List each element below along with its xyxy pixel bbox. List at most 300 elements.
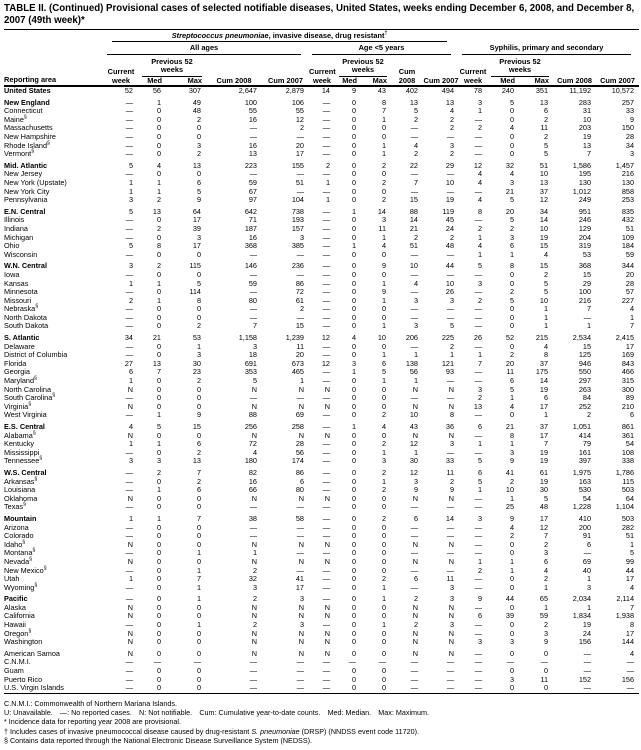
value-cell: —	[322, 594, 330, 604]
value-cell: 0	[196, 401, 201, 411]
value-cell: 0	[381, 637, 386, 647]
value-cell: 297	[578, 376, 592, 386]
value-cell: 0	[509, 666, 515, 676]
value-cell: 307	[188, 86, 201, 96]
value-cell: —	[474, 186, 483, 196]
value-cell: 6	[477, 611, 483, 621]
value-cell: 2	[509, 531, 515, 541]
value-cell: 1	[477, 106, 483, 116]
value-cell: 175	[535, 367, 549, 377]
value-cell: 0	[351, 269, 356, 279]
value-cell: —	[322, 620, 330, 630]
value-cell: 138	[405, 358, 418, 368]
value-cell: 11	[540, 123, 549, 133]
footnote-line: C.N.M.I.: Commonwealth of Northern Mariana Islands.	[4, 698, 177, 708]
value-cell: 1	[196, 582, 201, 592]
value-cell: 3	[629, 149, 635, 159]
value-cell: 12	[539, 195, 549, 205]
value-cell: 17	[192, 215, 201, 225]
value-cell: 0	[196, 539, 201, 549]
value-cell: 2	[509, 223, 515, 233]
value-cell: —	[583, 683, 592, 693]
value-cell: 169	[621, 350, 635, 360]
value-cell: —	[410, 341, 418, 351]
value-cell: 5	[543, 149, 549, 159]
value-cell: 115	[622, 476, 635, 486]
value-cell: —	[125, 123, 133, 133]
subgroup-header-syphilis-cell	[459, 42, 639, 54]
value-cell: N	[127, 602, 133, 612]
value-cell: —	[322, 261, 330, 271]
value-cell: N	[298, 493, 304, 503]
value-cell: 0	[156, 556, 161, 566]
value-cell: —	[446, 393, 455, 403]
value-cell: 0	[156, 269, 161, 279]
value-cell: 2	[128, 295, 133, 305]
value-cell: 9	[629, 114, 635, 124]
table-row	[4, 638, 639, 647]
value-cell: 402	[405, 86, 418, 96]
area-cell: Rhode Island§	[4, 140, 50, 150]
value-cell: 15	[539, 261, 549, 271]
value-cell: N	[298, 556, 304, 566]
value-cell: 1	[543, 582, 549, 592]
value-cell: 21	[505, 186, 515, 196]
value-cell: 25	[505, 502, 515, 512]
value-cell: —	[249, 287, 257, 297]
area-cell: Arizona	[4, 522, 29, 532]
value-cell: 2	[413, 594, 418, 604]
value-cell: 0	[351, 312, 356, 322]
value-cell: —	[474, 683, 483, 693]
value-cell: 6	[543, 556, 549, 566]
value-cell: 1	[156, 177, 161, 187]
value-cell: 65	[539, 594, 549, 604]
value-cell: —	[583, 312, 592, 322]
value-cell: 3	[299, 594, 304, 604]
value-cell: 494	[441, 86, 455, 96]
value-cell: —	[474, 140, 483, 150]
value-cell: 0	[381, 666, 386, 676]
area-cell: Oklahoma	[4, 493, 38, 503]
value-cell: 1	[381, 447, 386, 457]
value-cell: 256	[244, 422, 257, 431]
value-cell: 18	[248, 350, 257, 360]
area-cell: Kansas	[4, 278, 29, 288]
value-cell: 39	[192, 223, 201, 233]
value-cell: —	[410, 304, 418, 314]
value-cell: 0	[156, 401, 161, 411]
value-cell: 2	[543, 132, 549, 141]
value-cell: —	[446, 304, 455, 314]
value-cell: 86	[295, 467, 304, 477]
value-cell: —	[446, 674, 455, 684]
value-cell: 187	[244, 223, 257, 233]
value-cell: N	[298, 430, 304, 440]
value-cell: 206	[405, 333, 418, 343]
value-cell: 2	[381, 195, 386, 205]
value-cell: 6	[196, 177, 201, 187]
table-row	[4, 684, 639, 693]
value-cell: 2	[413, 149, 418, 159]
area-cell: Hawaii	[4, 620, 26, 630]
area-cell: New York City	[4, 186, 50, 196]
value-cell: N	[324, 602, 330, 612]
value-cell: 59	[248, 177, 257, 187]
value-cell: 1,786	[615, 467, 635, 477]
area-cell: E.S. Central	[4, 422, 45, 431]
value-cell: 5	[128, 160, 133, 170]
section-footnote-mark: §	[34, 476, 38, 483]
value-cell: 12	[321, 358, 330, 368]
value-cell: 951	[578, 206, 592, 216]
value-cell: 0	[351, 648, 356, 658]
value-cell: 156	[621, 674, 635, 684]
value-cell: N	[251, 648, 257, 658]
value-cell: 1,239	[285, 333, 304, 343]
value-cell: 1	[413, 376, 418, 386]
empty-header-cell	[459, 30, 639, 43]
value-cell: 15	[295, 321, 304, 331]
value-cell: N	[412, 539, 418, 549]
value-cell: 11	[378, 223, 386, 233]
value-cell: 0	[351, 602, 356, 612]
value-cell: —	[322, 367, 330, 377]
value-cell: 91	[582, 531, 592, 541]
value-cell: 0	[509, 269, 515, 279]
value-cell: —	[410, 123, 418, 133]
subgroup-header-all-ages-cell	[104, 42, 309, 54]
value-cell: 48	[539, 502, 549, 512]
value-cell: 1	[477, 232, 483, 242]
area-cell: American Samoa	[4, 648, 60, 658]
value-cell: N	[324, 628, 330, 638]
value-cell: N	[127, 430, 133, 440]
subgroup-header-age-under5-cell	[309, 42, 459, 54]
value-cell: —	[626, 666, 635, 676]
value-cell: N	[448, 539, 455, 549]
value-cell: 1,938	[615, 611, 635, 621]
value-cell: —	[322, 513, 330, 523]
value-cell: 1	[196, 341, 201, 351]
value-cell: 152	[578, 674, 592, 684]
col-header-cum-2007: Cum 2007	[423, 55, 459, 86]
value-cell: 503	[621, 513, 635, 523]
value-cell: N	[298, 637, 304, 647]
value-cell: 109	[621, 232, 635, 242]
value-cell: —	[474, 341, 483, 351]
value-cell: 5	[156, 422, 161, 431]
value-cell: 6	[586, 539, 592, 549]
area-cell: Illinois	[4, 215, 25, 225]
value-cell: 2	[252, 565, 257, 575]
value-cell: —	[322, 278, 330, 288]
value-cell: —	[125, 620, 133, 630]
value-cell: 8	[156, 241, 161, 251]
value-cell: 1	[351, 367, 356, 377]
value-cell: 200	[578, 522, 592, 532]
subgroup-header-syphilis: Syphilis, primary and secondary	[462, 42, 631, 54]
value-cell: 5	[196, 278, 201, 288]
value-cell: —	[410, 186, 418, 196]
value-cell: 0	[156, 493, 161, 503]
value-cell: 0	[156, 522, 161, 532]
value-cell: 0	[351, 186, 356, 196]
area-cell: C.N.M.I.	[4, 657, 31, 667]
value-cell: N	[251, 430, 257, 440]
value-cell: 3	[128, 456, 133, 466]
value-cell: 4	[477, 169, 483, 179]
area-cell: Wyoming§	[4, 582, 38, 592]
value-cell: 93	[445, 367, 455, 377]
reporting-area-header: Reporting area	[4, 30, 104, 87]
value-cell: —	[474, 493, 483, 503]
value-cell: —	[296, 169, 304, 179]
value-cell: 9	[543, 637, 549, 647]
value-cell: —	[125, 522, 133, 532]
value-cell: N	[412, 401, 418, 411]
value-cell: —	[125, 683, 133, 693]
value-cell: —	[410, 674, 418, 684]
value-cell: 3	[252, 341, 257, 351]
value-cell: 0	[509, 628, 515, 638]
area-cell: Connecticut	[4, 106, 43, 116]
value-cell: 2	[477, 123, 483, 133]
value-cell: —	[125, 447, 133, 457]
value-cell: —	[322, 410, 330, 420]
value-cell: 0	[351, 160, 356, 170]
value-cell: —	[348, 657, 356, 667]
value-cell: 13	[192, 160, 201, 170]
section-footnote-mark: §	[34, 582, 38, 589]
value-cell: 0	[156, 304, 161, 314]
area-cell: West Virginia	[4, 410, 47, 420]
area-cell: Oregon§	[4, 628, 32, 638]
value-cell: —	[296, 132, 304, 141]
value-cell: 10	[377, 333, 386, 343]
value-cell: 0	[156, 548, 161, 558]
value-cell: —	[474, 574, 483, 584]
value-cell: 67	[248, 186, 257, 196]
value-cell: 2	[381, 467, 386, 477]
value-cell: 246	[578, 215, 592, 225]
value-cell: 1	[477, 249, 483, 259]
value-cell: 19	[539, 476, 549, 486]
value-cell: 7	[196, 467, 201, 477]
value-cell: 1	[128, 376, 133, 386]
value-cell: 12	[295, 114, 304, 124]
value-cell: 12	[409, 439, 418, 449]
value-cell: N	[251, 602, 257, 612]
value-cell: 4	[629, 582, 635, 592]
value-cell: —	[410, 683, 418, 693]
value-cell: 0	[156, 447, 161, 457]
value-cell: 4	[543, 565, 549, 575]
footnotes	[4, 699, 639, 745]
col-header-cum-2008: Cum 2008	[206, 55, 262, 86]
value-cell: 3	[586, 582, 592, 592]
value-cell: 1	[477, 485, 483, 495]
value-cell: —	[249, 674, 257, 684]
value-cell: 0	[196, 628, 201, 638]
value-cell: 6	[381, 358, 386, 368]
area-cell: District of Columbia	[4, 350, 68, 360]
value-cell: 215	[535, 333, 549, 343]
value-cell: 3	[449, 594, 455, 604]
section-footnote-mark: §	[52, 392, 56, 399]
value-cell: 8	[543, 350, 549, 360]
value-cell: —	[474, 410, 483, 420]
value-cell: 16	[248, 232, 257, 242]
value-cell: 71	[248, 215, 257, 225]
value-cell: 2	[196, 447, 201, 457]
col-header-med: Med	[487, 77, 519, 86]
value-cell: 1,834	[572, 611, 592, 621]
value-cell: 30	[539, 485, 549, 495]
value-cell: 0	[381, 556, 386, 566]
value-cell: 19	[539, 232, 549, 242]
value-cell: 6	[413, 574, 418, 584]
value-cell: 195	[578, 169, 592, 179]
value-cell: —	[125, 97, 133, 107]
area-cell: Ohio	[4, 241, 20, 251]
area-cell: Nebraska§	[4, 303, 39, 314]
value-cell: 6	[196, 439, 201, 449]
value-cell: —	[322, 223, 330, 233]
value-cell: 2	[156, 223, 161, 233]
area-cell: New Mexico§	[4, 565, 47, 575]
value-cell: 1	[543, 410, 549, 420]
value-cell: 0	[351, 582, 356, 592]
value-cell: —	[474, 522, 483, 532]
value-cell: 30	[409, 456, 418, 466]
value-cell: —	[296, 312, 304, 322]
value-cell: 56	[295, 447, 304, 457]
value-cell: 0	[381, 430, 386, 440]
value-cell: 31	[582, 106, 592, 116]
value-cell: —	[410, 565, 418, 575]
value-cell: 0	[156, 321, 161, 331]
value-cell: N	[298, 611, 304, 621]
value-cell: 1	[252, 548, 257, 558]
value-cell: —	[125, 657, 133, 667]
value-cell: 0	[509, 278, 515, 288]
value-cell: 5	[252, 376, 257, 386]
value-cell: 69	[295, 410, 304, 420]
col-header-previous-52-weeks	[138, 55, 206, 77]
value-cell: 15	[192, 422, 201, 431]
value-cell: 0	[156, 215, 161, 225]
value-cell: 3	[413, 295, 418, 305]
value-cell: 13	[539, 177, 549, 187]
value-cell: 61	[295, 295, 304, 305]
value-cell: —	[322, 350, 330, 360]
value-cell: 72	[295, 287, 304, 297]
value-cell: 8	[509, 430, 515, 440]
value-cell: —	[322, 657, 330, 667]
value-cell: 1,104	[615, 502, 635, 512]
value-cell: 4	[128, 422, 133, 431]
value-cell: —	[125, 132, 133, 141]
section-footnote-mark: §	[28, 401, 32, 408]
value-cell: 84	[582, 393, 592, 403]
value-cell: 0	[351, 341, 356, 351]
value-cell: 12	[409, 467, 418, 477]
value-cell: —	[474, 628, 483, 638]
value-cell: 55	[248, 106, 257, 116]
value-cell: N	[412, 493, 418, 503]
value-cell: N	[298, 648, 304, 658]
area-cell: North Carolina	[4, 384, 52, 394]
value-cell: 51	[539, 160, 549, 170]
value-cell: 7	[477, 358, 483, 368]
value-cell: —	[125, 169, 133, 179]
value-cell: 121	[441, 358, 455, 368]
value-cell: 223	[244, 160, 257, 170]
value-cell: 2	[477, 223, 483, 233]
value-cell: —	[322, 674, 330, 684]
value-cell: 161	[578, 447, 592, 457]
value-cell: 1	[381, 376, 386, 386]
value-cell: —	[125, 232, 133, 242]
value-cell: N	[127, 637, 133, 647]
value-cell: 32	[248, 574, 257, 584]
value-cell: 283	[578, 97, 592, 107]
value-cell: 144	[621, 637, 635, 647]
value-cell: 2	[477, 393, 483, 403]
disease-group-header	[112, 30, 447, 42]
value-cell: 0	[156, 249, 161, 259]
value-cell: 20	[625, 269, 635, 279]
value-cell: 319	[578, 241, 592, 251]
value-cell: —	[322, 269, 330, 279]
value-cell: —	[378, 657, 386, 667]
value-cell: N	[127, 628, 133, 638]
value-cell: 0	[156, 476, 161, 486]
value-cell: 0	[351, 169, 356, 179]
value-cell: 0	[196, 304, 201, 314]
value-cell: 2	[543, 269, 549, 279]
value-cell: 1	[509, 249, 515, 259]
value-cell: N	[251, 401, 257, 411]
value-cell: 1	[381, 114, 386, 124]
value-cell: —	[322, 215, 330, 225]
value-cell: 0	[351, 287, 356, 297]
value-cell: 10	[505, 485, 515, 495]
value-cell: N	[127, 648, 133, 658]
value-cell: 2,534	[572, 333, 592, 343]
value-cell: 17	[625, 574, 635, 584]
value-cell: 5	[477, 261, 483, 271]
value-cell: —	[446, 312, 455, 322]
value-cell: —	[474, 447, 483, 457]
value-cell: 56	[409, 367, 418, 377]
value-cell: —	[125, 312, 133, 322]
value-cell: 7	[196, 513, 201, 523]
value-cell: 5	[381, 367, 386, 377]
footnote-italic-species: S. pneumoniae	[251, 726, 300, 736]
value-cell: 5	[509, 97, 515, 107]
value-cell: —	[410, 531, 418, 541]
value-cell: 19	[539, 384, 549, 394]
value-cell: N	[127, 493, 133, 503]
value-cell: —	[125, 594, 133, 604]
value-cell: —	[474, 376, 483, 386]
value-cell: 10	[539, 169, 549, 179]
value-cell: 5	[477, 456, 483, 466]
value-cell: N	[448, 556, 455, 566]
value-cell: 0	[156, 594, 161, 604]
